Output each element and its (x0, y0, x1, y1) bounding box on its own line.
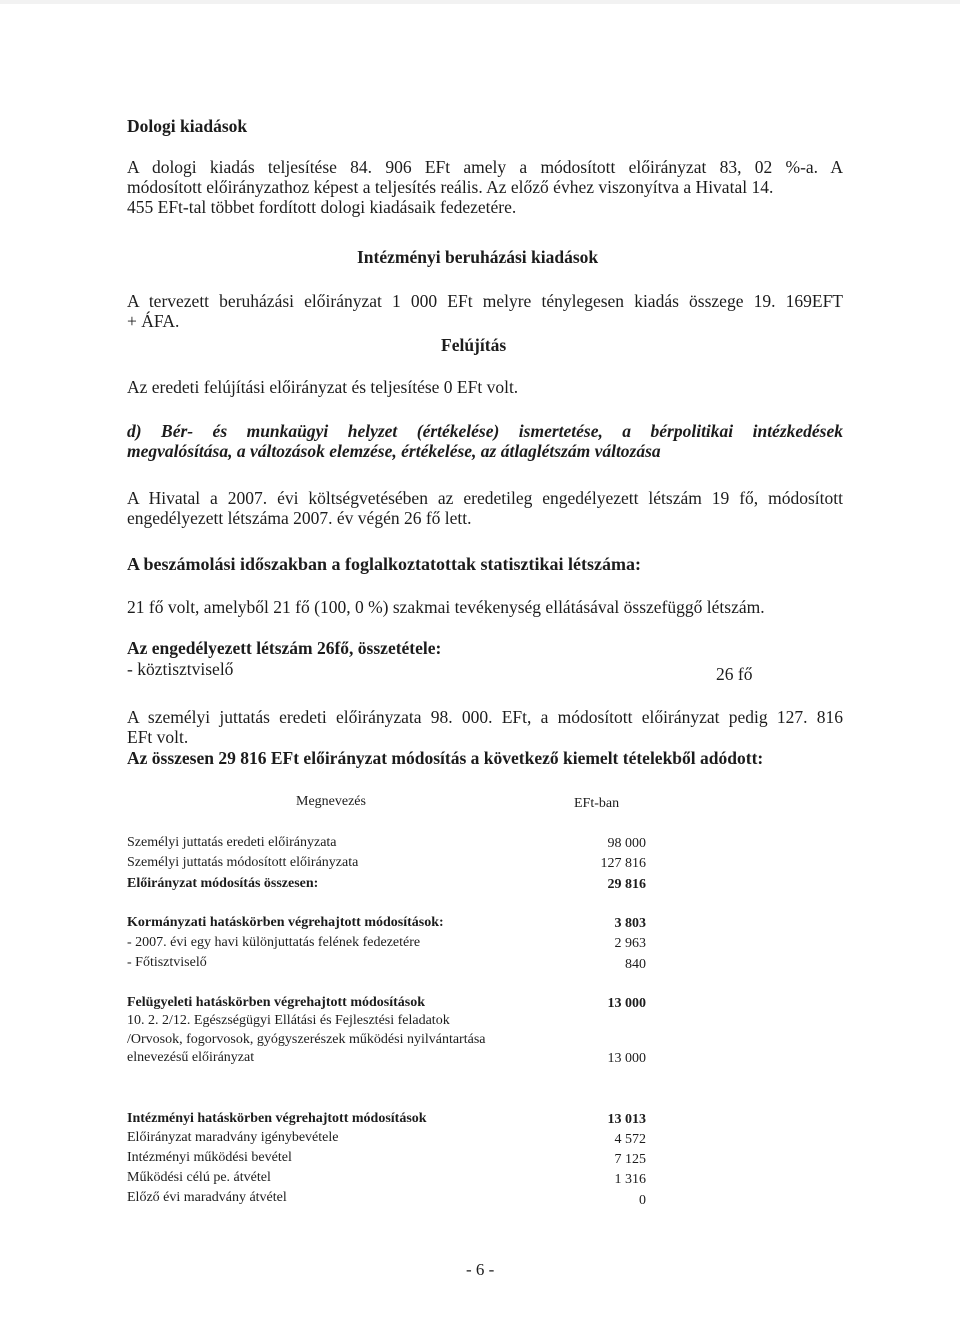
paragraph-line: EFt volt. (127, 727, 189, 747)
staff-item-label: - köztisztviselő (127, 659, 234, 679)
paragraph-felujitas: Az eredeti felújítási előirányzat és teljesítése 0 EFt volt. (127, 377, 519, 397)
page-top-edge (0, 0, 960, 4)
table-row-value: 1 316 (614, 1172, 646, 1187)
paragraph-line: 455 EFt-tal többet fordított dologi kiadásaik fedezetére. (127, 197, 517, 217)
section-heading-ber (127, 421, 843, 461)
paragraph-beruhazas (127, 291, 843, 331)
table-row-value: 13 000 (607, 1051, 646, 1066)
table-header-name: Megnevezés (296, 794, 366, 809)
table-row-label: Előirányzat módosítás összesen: (127, 876, 319, 891)
table-row-label: Előző évi maradvány átvétel (127, 1190, 287, 1205)
table-row-label: - Főtisztviselő (127, 955, 207, 970)
table-row-label: 10. 2. 2/12. Egészségügyi Ellátási és Fejlesztési feladatok (127, 1013, 450, 1028)
paragraph-line: A tervezett beruházási előirányzat 1 000 EFt melyre ténylegesen kiadás összege 19. 169EFT (127, 291, 843, 311)
table-row-value: 13 013 (607, 1112, 646, 1127)
section-heading-modositas: Az összesen 29 816 EFt előirányzat módosítás a következő kiemelt tételekből adódott: (127, 748, 764, 768)
paragraph-line: A dologi kiadás teljesítése 84. 906 EFt amely a módosított előirányzat 83, 02 %-a. A (127, 157, 843, 177)
paragraph-dologi (127, 157, 843, 217)
table-row-value: 4 572 (614, 1132, 646, 1147)
section-heading-engedelyezett: Az engedélyezett létszám 26fő, összetétele: (127, 638, 442, 658)
table-header-unit: EFt-ban (574, 796, 620, 811)
section-heading-statisztika: A beszámolási időszakban a foglalkoztatottak statisztikai létszáma: (127, 554, 641, 574)
staff-item-value: 26 fő (716, 664, 753, 684)
paragraph-ber (127, 488, 843, 528)
page-number: - 6 - (466, 1260, 495, 1279)
table-row-label: Működési célú pe. átvétel (127, 1170, 271, 1185)
table-row-value: 840 (625, 957, 646, 972)
table-row-label: /Orvosok, fogorvosok, gyógyszerészek működési nyilvántartása (127, 1032, 486, 1047)
table-row-label: Kormányzati hatáskörben végrehajtott módosítások: (127, 915, 444, 930)
table-row-value: 0 (639, 1193, 646, 1208)
table-row-label: elnevezésű előirányzat (127, 1050, 255, 1065)
table-row-label: Intézményi hatáskörben végrehajtott módosítások (127, 1111, 427, 1126)
paragraph-line: engedélyezett létszáma 2007. év végén 26 fő lett. (127, 508, 472, 528)
table-row-value: 127 816 (600, 856, 646, 871)
paragraph-line: A személyi juttatás eredeti előirányzata 98. 000. EFt, a módosított előirányzat pedig 127. 816 (127, 707, 843, 727)
paragraph-line: A Hivatal a 2007. évi költségvetésében az eredetileg engedélyezett létszám 19 fő, módosított (127, 488, 843, 508)
table-row-value: 2 963 (614, 936, 646, 951)
table-row-label: Felügyeleti hatáskörben végrehajtott módosítások (127, 995, 425, 1010)
section-heading-dologi: Dologi kiadások (127, 116, 248, 136)
table-row-value: 13 000 (607, 996, 646, 1011)
paragraph-line: módosított előirányzathoz képest a teljesítés reális. Az előző évhez viszonyítva a Hivatal 14. (127, 177, 774, 197)
heading-line: megvalósítása, a változások elemzése, értékelése, az átlaglétszám változása (127, 441, 661, 461)
heading-line: d) Bér- és munkaügyi helyzet (értékelése) ismertetése, a bérpolitikai intézkedések (127, 421, 843, 441)
table-row-value: 7 125 (614, 1152, 646, 1167)
paragraph-statisztika: 21 fő volt, amelyből 21 fő (100, 0 %) szakmai tevékenység ellátásával összefüggő létszám. (127, 597, 765, 617)
table-row-value: 29 816 (607, 877, 646, 892)
table-row-label: Személyi juttatás eredeti előirányzata (127, 835, 337, 850)
paragraph-line: + ÁFA. (127, 311, 180, 331)
table-row-label: - 2007. évi egy havi különjuttatás felének fedezetére (127, 935, 421, 950)
table-row-value: 98 000 (607, 836, 646, 851)
table-row-label: Személyi juttatás módosított előirányzata (127, 855, 359, 870)
paragraph-szemelyi (127, 707, 843, 747)
table-row-value: 3 803 (614, 916, 646, 931)
section-heading-felujitas: Felújítás (441, 335, 507, 355)
table-row-label: Intézményi működési bevétel (127, 1150, 292, 1165)
section-heading-beruhazas: Intézményi beruházási kiadások (357, 247, 599, 267)
table-row-label: Előirányzat maradvány igénybevétele (127, 1130, 339, 1145)
